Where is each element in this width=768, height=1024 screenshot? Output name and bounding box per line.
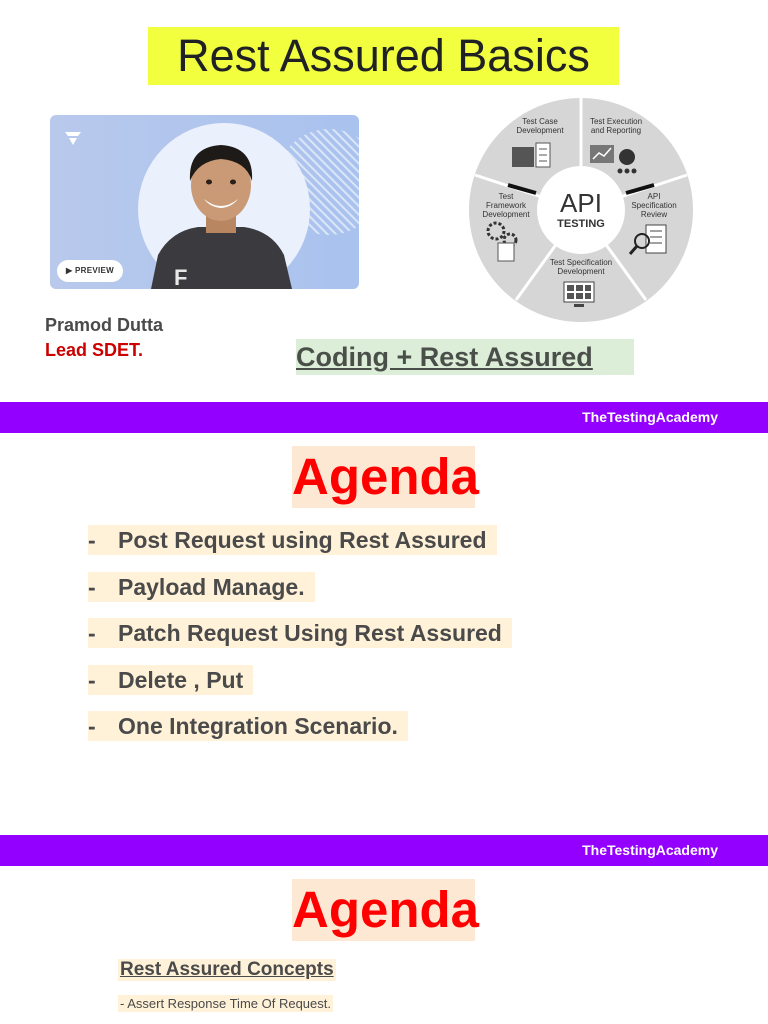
play-icon: ▶ — [66, 266, 73, 275]
footer-banner — [0, 835, 768, 866]
agenda-item: - Post Request using Rest Assured — [88, 525, 497, 555]
presenter-photo — [146, 137, 296, 289]
banner-brand-text: TheTestingAcademy — [582, 842, 718, 858]
brand-logo-icon — [62, 128, 84, 148]
concepts-heading: Rest Assured Concepts — [120, 959, 334, 980]
presenter-role: Lead SDET. — [45, 340, 144, 360]
wheel-center-api: API — [560, 188, 602, 218]
wheel-segment-test-spec-dev: Test Specification Development — [549, 258, 613, 276]
agenda-item: - One Integration Scenario. — [88, 711, 408, 741]
agenda-item: - Patch Request Using Rest Assured — [88, 618, 512, 648]
agenda-heading: Agenda — [292, 879, 475, 941]
agenda-heading: Agenda — [292, 446, 475, 508]
wheel-center-testing: TESTING — [557, 218, 605, 230]
subtitle: Coding + Rest Assured — [296, 339, 634, 375]
api-testing-wheel-diagram — [468, 97, 694, 323]
footer-banner — [0, 402, 768, 433]
svg-text:F: F — [174, 265, 188, 289]
presenter-name: Pramod Dutta — [45, 315, 164, 335]
preview-button[interactable]: ▶ PREVIEW — [57, 260, 123, 282]
wheel-segment-test-execution: Test Execution and Reporting — [589, 117, 643, 135]
agenda-item: - Delete , Put — [88, 665, 253, 695]
wheel-segment-test-case: Test Case Development — [516, 117, 564, 135]
video-preview-card[interactable] — [50, 115, 359, 289]
wheel-segment-framework-dev: Test Framework Development — [482, 192, 530, 219]
page-title: Rest Assured Basics — [148, 27, 619, 85]
agenda-item: - Payload Manage. — [88, 572, 315, 602]
concept-item: - Assert Response Time Of Request. — [120, 996, 331, 1011]
banner-brand-text: TheTestingAcademy — [582, 409, 718, 425]
wheel-segment-api-spec-review: API Specification Review — [631, 192, 677, 219]
